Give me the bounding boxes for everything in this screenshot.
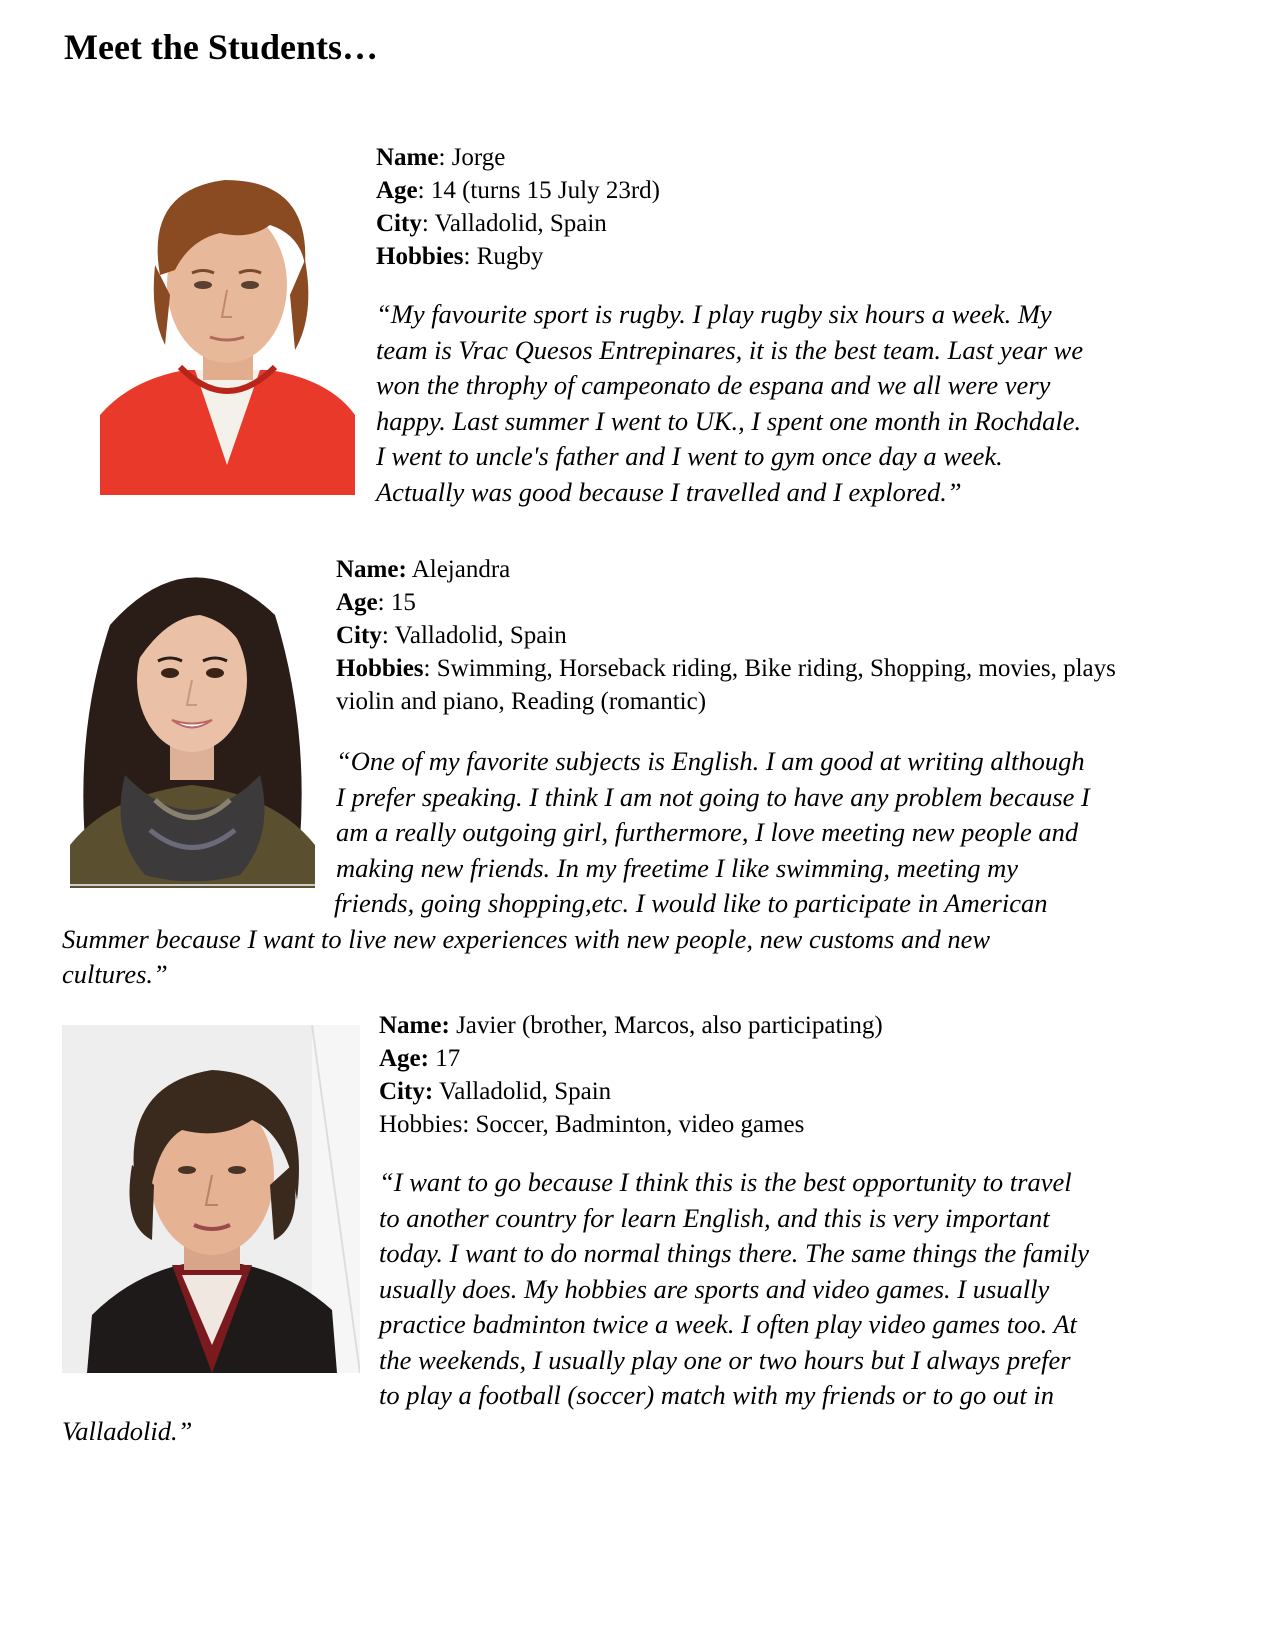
age-value: 17 (435, 1045, 461, 1072)
name-label (336, 556, 407, 583)
name-label: Name (376, 144, 439, 171)
age-label-text: Age (379, 1045, 421, 1072)
quote-line: I went to uncle's father and I went to gym once day a week. (376, 441, 1003, 471)
age-value: 14 (turns 15 July 23rd) (430, 177, 661, 204)
name-value: Javier (brother, Marcos, also participating) (456, 1012, 883, 1039)
age-label: Age (336, 589, 378, 616)
quote-line: making new friends. In my freetime I like swimming, meeting my (336, 852, 1018, 883)
city-row (379, 1075, 1239, 1108)
student-quote-alejandra (62, 744, 1090, 993)
hobbies-label: Hobbies (376, 243, 464, 270)
quote-line: happy. Last summer I went to UK., I spent one month in Rochdale. (376, 405, 1082, 436)
student-quote-jorge (376, 297, 1083, 510)
quote-line: am a really outgoing girl, furthermore, I love meeting new people and (336, 817, 1079, 847)
label-colon: : (441, 1012, 450, 1039)
age-label: Age (376, 177, 418, 204)
quote-line: to another country for learn English, and this is very important (379, 1202, 1050, 1233)
quote-line: practice badminton twice a week. I often play video games too. At (379, 1309, 1077, 1339)
label-colon: : (420, 1045, 429, 1072)
quote-line: Summer because I want to live new experiences with new people, new customs and new (62, 923, 991, 954)
age-row (336, 586, 1216, 619)
name-row (379, 1009, 1239, 1042)
label-colon: : (381, 622, 389, 649)
label-colon: : (424, 1078, 434, 1105)
age-value: 15 (390, 589, 416, 616)
quote-line: team is Vrac Quesos Entrepinares, it is the best team. Last year we (376, 334, 1084, 365)
quote-line: the weekends, I usually play one or two hours but I always prefer (379, 1344, 1071, 1375)
quote-line: today. I want to do normal things there. The same things the family (379, 1238, 1090, 1268)
city-label: City (336, 622, 382, 649)
page-title: Meet the Students… (64, 27, 378, 67)
portrait-image (100, 145, 355, 495)
label-colon: : (377, 589, 385, 616)
hobbies-value: Rugby (476, 243, 544, 270)
age-row (376, 174, 1236, 207)
label-colon: : (463, 243, 471, 270)
quote-line: I prefer speaking. I think I am not going to have any problem because I (336, 781, 1090, 812)
quote-line: usually does. My hobbies are sports and video games. I usually (379, 1273, 1050, 1304)
label-colon: : (438, 144, 446, 171)
city-label-text: City (379, 1078, 425, 1105)
city-row (336, 619, 1216, 652)
quote-line: “I want to go because I think this is the best opportunity to travel (379, 1167, 1072, 1197)
hobbies-row: Hobbies: Soccer, Badminton, video games (379, 1111, 805, 1138)
hobbies-value: Swimming, Horseback riding, Bike riding, Shopping, movies, plays violin and piano, Reading (romantic) (336, 655, 1116, 715)
age-label (379, 1045, 429, 1072)
quote-line: Valladolid.” (62, 1415, 193, 1446)
quote-line: to play a football (soccer) match with my friends or to go out in (379, 1380, 1054, 1410)
hobbies-label: Hobbies (336, 655, 424, 682)
city-value: Valladolid, Spain (394, 622, 567, 649)
quote-line: friends, going shopping,etc. I would like to participate in American (334, 888, 1048, 918)
name-row (376, 141, 1236, 174)
age-row (379, 1042, 1239, 1075)
student-photo-jorge (100, 145, 355, 495)
city-label: City (376, 210, 422, 237)
hobbies-row (336, 652, 1156, 718)
name-label (379, 1012, 450, 1039)
city-row (376, 207, 1236, 240)
quote-line: Actually was good because I travelled and I explored.” (376, 476, 962, 507)
label-colon: : (417, 177, 425, 204)
name-label-text: Name (336, 556, 399, 583)
city-value: Valladolid, Spain (434, 210, 607, 237)
hobbies-row (376, 240, 1236, 273)
student-info-alejandra (336, 553, 1216, 718)
quote-line: cultures.” (62, 959, 168, 989)
name-value: Jorge (451, 144, 506, 171)
name-row (336, 553, 1216, 586)
student-info-javier (379, 1009, 1239, 1141)
label-colon: : (423, 655, 431, 682)
city-label (379, 1078, 433, 1105)
name-label-text: Name (379, 1012, 442, 1039)
label-colon: : (398, 556, 407, 583)
quote-line: won the throphy of campeonato de espana and we all were very (376, 370, 1051, 400)
label-colon: : (421, 210, 429, 237)
student-info-jorge (376, 141, 1236, 273)
quote-line: “One of my favorite subjects is English. I am good at writing although (336, 746, 1085, 776)
student-quote-javier (62, 1165, 1089, 1449)
quote-line: “My favourite sport is rugby. I play rugby six hours a week. My (376, 299, 1052, 329)
name-value: Alejandra (411, 556, 511, 583)
city-value: Valladolid, Spain (438, 1078, 612, 1105)
